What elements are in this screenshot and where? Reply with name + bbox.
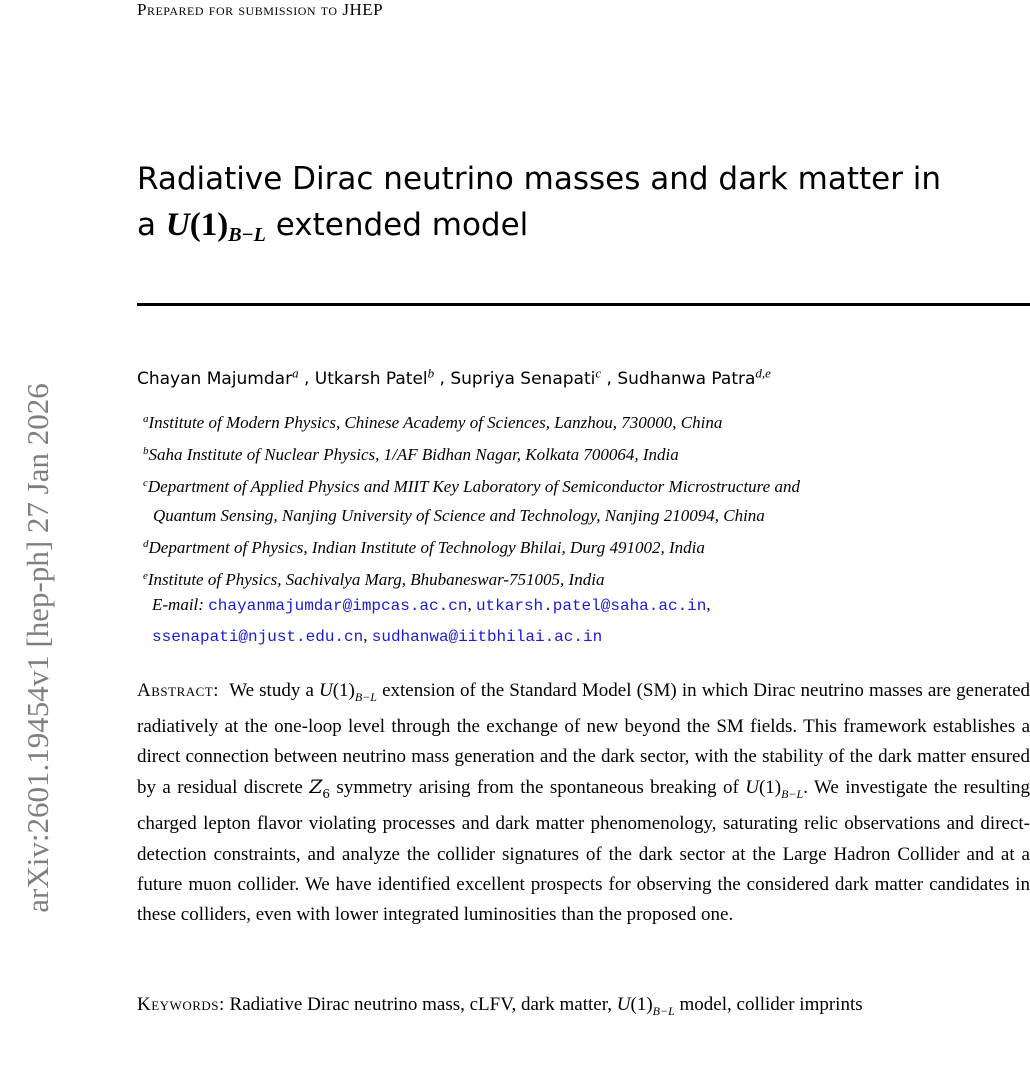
author-list: Chayan Majumdar$^a$ , Utkarsh Patel$^b$ , Supriya Senapati$^c$ , Sudhanwa Patra$^{d,e}$: [137, 365, 771, 389]
author: Supriya Senapati$^c$: [450, 365, 602, 389]
email-link[interactable]: utkarsh.patel@saha.ac.in: [475, 597, 707, 615]
title-suffix: extended model: [265, 207, 529, 243]
title-prefix: a: [137, 207, 166, 243]
arxiv-identifier: arXiv:2601.19454v1 [hep-ph] 27 Jan 2026: [20, 383, 55, 913]
email-link[interactable]: ssenapati@njust.edu.cn: [152, 628, 364, 646]
math-u1-bl: $U(1)_{B-L}$: [318, 680, 377, 704]
email-label: E-mail:: [152, 595, 204, 614]
math-u1-bl: $U(1)_{B-L}$: [616, 994, 675, 1018]
math-u1-bl: $U(1)_{B-L}$: [745, 777, 804, 802]
math-z6: $Z_6$: [309, 776, 331, 802]
title-line-1: Radiative Dirac neutrino masses and dark matter in: [137, 161, 942, 197]
author: Chayan Majumdar$^a$: [137, 365, 299, 389]
author: Sudhanwa Patra$^{d,e}$: [617, 365, 771, 389]
affiliation: $^a$Institute of Modern Physics, Chinese Academy of Sciences, Lanzhou, 730000, China: [143, 413, 723, 432]
affiliation: $^e$Institute of Physics, Sachivalya Marg, Bhubaneswar-751005, India: [143, 570, 605, 589]
affiliation: $^c$Department of Applied Physics and MIIT Key Laboratory of Semiconductor Microstructure and Quantum Sensing, Nanjing University of Science and Technology, Nanjing 210094, China: [143, 477, 800, 525]
abstract: Abstract: We study a $U(1)_{B-L}$ extension of the Standard Model (SM) in which Dirac neutrino masses are generated radiatively at the one-loop level through the exchange of new beyond the SM fields. This framework establishes a direct connection between neutrino mass generation and the dark sector, with the stability of the dark matter ensured by a residual discrete $Z_6$ symmetry arising from the spontaneous breaking of $U(1)_{B-L}$. We investigate the resulting charged lepton flavor violating processes and dark matter phenomenology, saturating relic observations and direct-detection constraints, and analyze the collider signatures of the dark sector at the Large Hadron Collider and at a future muon collider. We have identified excellent prospects for observing the considered dark matter candidates in these colliders, even with lower integrated luminosities than the proposed one.: [137, 680, 1030, 926]
keywords: Keywords: Radiative Dirac neutrino mass, cLFV, dark matter, $U(1)_{B-L}$ model, collider imprints: [137, 994, 863, 1018]
prepared-for-line: Prepared for submission to JHEP: [137, 0, 384, 19]
paper-title: [137, 156, 1030, 258]
author: Utkarsh Patel$^b$: [314, 365, 435, 389]
affiliations: [143, 405, 1030, 594]
email-link[interactable]: chayanmajumdar@impcas.ac.cn: [208, 597, 468, 615]
affiliation: $^d$Department of Physics, Indian Institute of Technology Bhilai, Durg 491002, India: [143, 538, 705, 557]
title-math: $U(1)_{B-L}$: [165, 207, 266, 246]
keywords-label: Keywords:: [137, 994, 225, 1015]
title-rule: [137, 303, 1030, 306]
affiliation: $^b$Saha Institute of Nuclear Physics, 1/AF Bidhan Nagar, Kolkata 700064, India: [143, 445, 679, 464]
arxiv-stamp: [0, 0, 70, 1076]
email-link[interactable]: sudhanwa@iitbhilai.ac.in: [371, 628, 603, 646]
email-block: E-mail: chayanmajumdar@impcas.ac.cn, utkarsh.patel@saha.ac.in, ssenapati@njust.edu.cn, sudhanwa@iitbhilai.ac.in: [152, 595, 711, 646]
abstract-label: Abstract:: [137, 680, 220, 701]
